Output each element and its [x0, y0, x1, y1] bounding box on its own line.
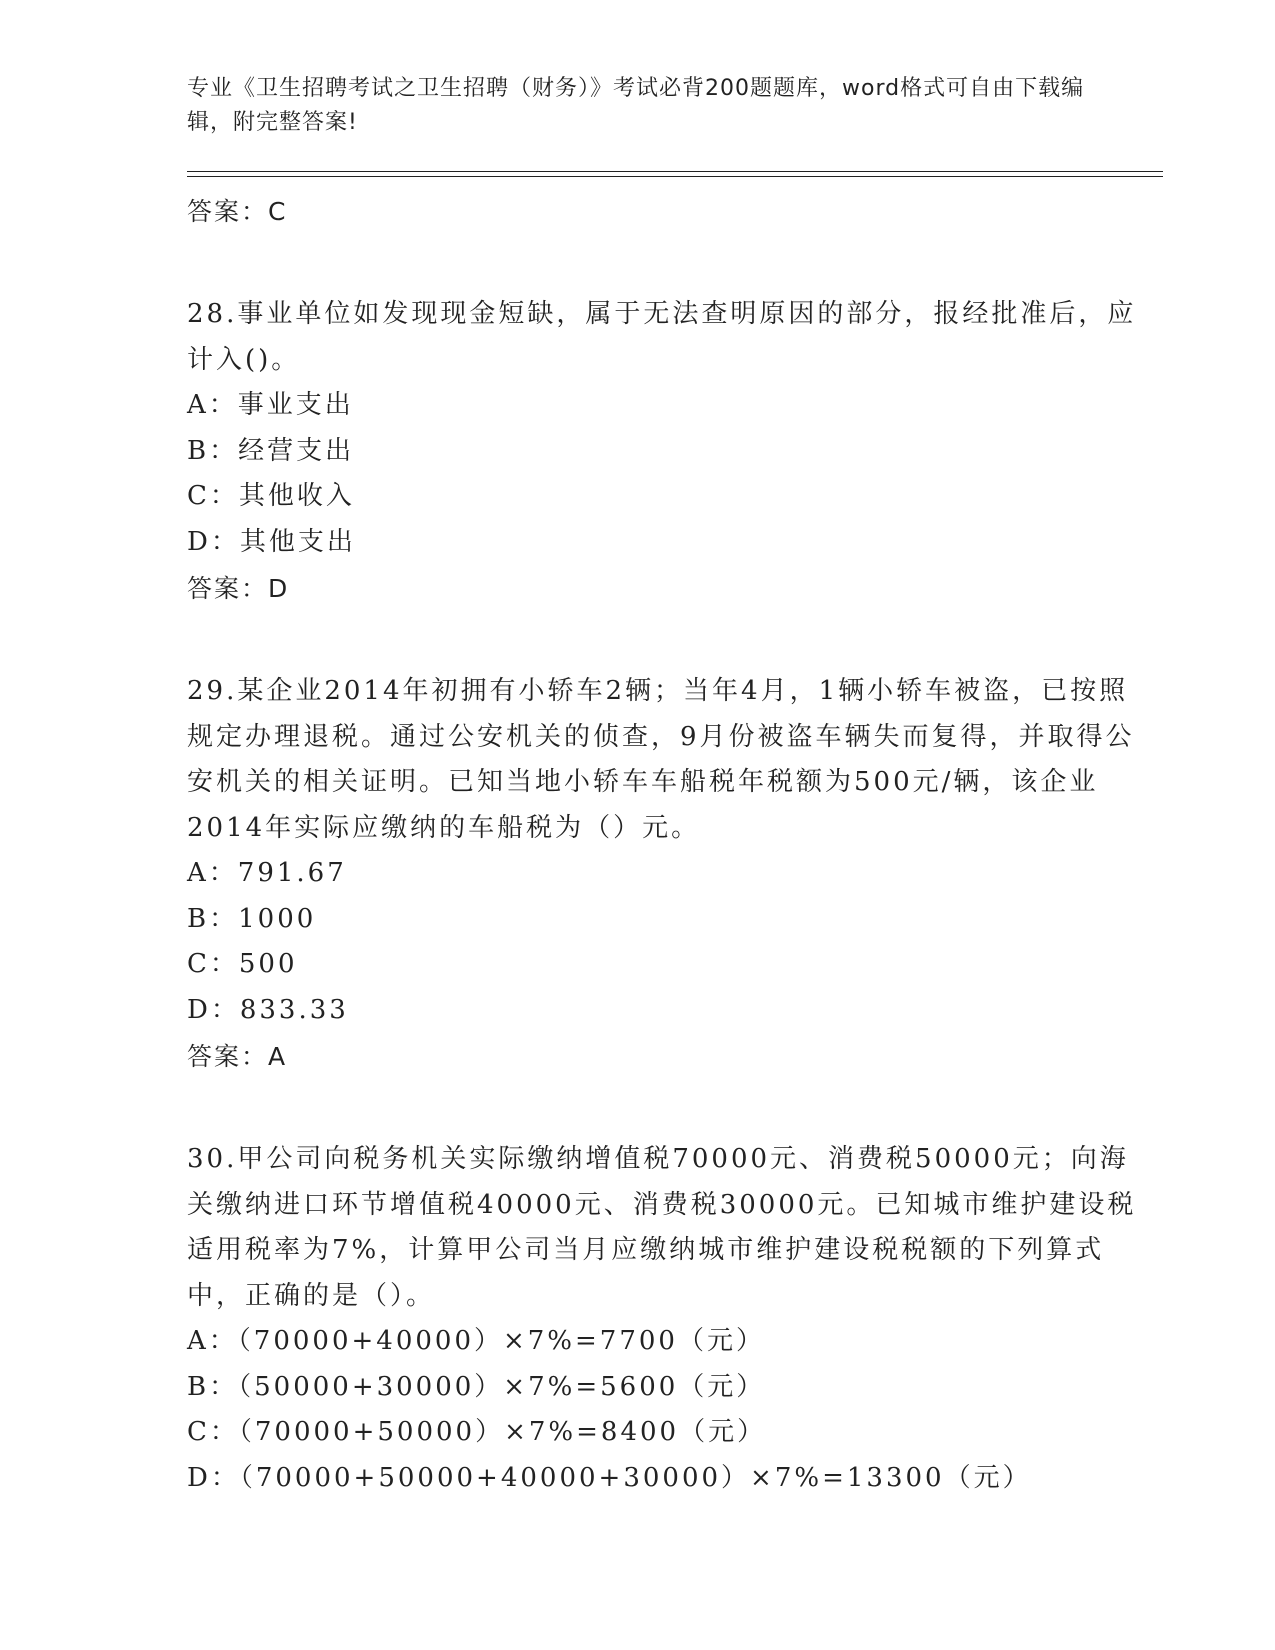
option-c: C：其他收入	[187, 481, 355, 511]
option-a: A：791.67	[187, 858, 347, 888]
option-d: D：833.33	[187, 994, 349, 1025]
option-c: C：（70000+50000）×7%=8400（元）	[187, 1417, 767, 1447]
question-29	[187, 669, 1147, 1081]
answer: 答案：A	[187, 1042, 288, 1071]
question-stem: 30.甲公司向税务机关实际缴纳增值税70000元、消费税50000元；向海关缴纳进口环节增值税40000元、消费税30000元。已知城市维护建设税适用税率为7%，计算甲公司当月应缴纳城市维护建设税税额的下列算式中，正确的是（）。	[187, 1144, 1137, 1311]
question-list	[187, 188, 1147, 1501]
document-header: 专业《卫生招聘考试之卫生招聘（财务）》考试必背200题题库，word格式可自由下载编辑，附完整答案!	[187, 76, 1085, 135]
spacer	[187, 1081, 1147, 1137]
option-b: B：1000	[187, 903, 317, 934]
option-a: A：事业支出	[187, 390, 354, 420]
question-stem: 29.某企业2014年初拥有小轿车2辆；当年4月，1辆小轿车被盗，已按照规定办理退税。通过公安机关的侦查，9月份被盗车辆失而复得，并取得公安机关的相关证明。已知当地小轿车车船税年税额为500元/辆，该企业2014年实际应缴纳的车船税为（）元。	[187, 676, 1135, 843]
header-rule-top	[187, 171, 1163, 172]
option-d: D：其他支出	[187, 526, 356, 557]
option-d: D：（70000+50000+40000+30000）×7%=13300（元）	[187, 1462, 1032, 1493]
option-a: A：（70000+40000）×7%=7700（元）	[187, 1326, 765, 1356]
previous-answer: 答案：C	[187, 197, 288, 226]
question-stem: 28.事业单位如发现现金短缺，属于无法查明原因的部分，报经批准后，应计入()。	[187, 299, 1137, 375]
question-30	[187, 1137, 1147, 1501]
spacer	[187, 236, 1147, 292]
header-rule-bottom	[187, 176, 1163, 177]
spacer	[187, 613, 1147, 669]
question-28	[187, 292, 1147, 613]
option-c: C：500	[187, 949, 298, 979]
answer: 答案：D	[187, 574, 290, 603]
option-b: B：经营支出	[187, 435, 355, 466]
option-b: B：（50000+30000）×7%=5600（元）	[187, 1371, 766, 1402]
